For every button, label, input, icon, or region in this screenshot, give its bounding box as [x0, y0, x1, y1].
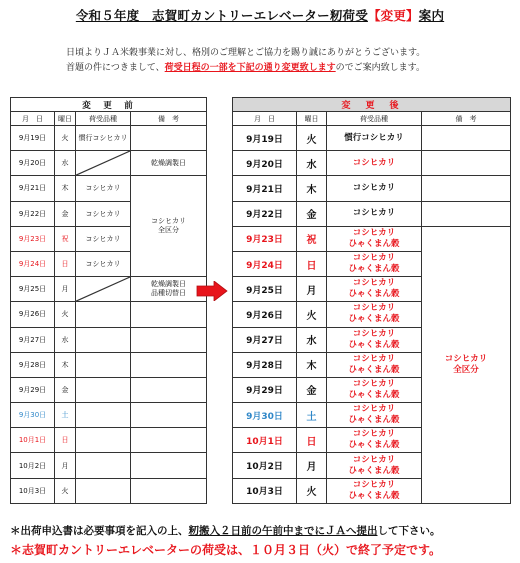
after-item-line-1: コシヒカリ [352, 353, 396, 364]
after-weekday: 木 [297, 352, 327, 377]
after-date: 10月3日 [233, 478, 297, 503]
after-item-line-2: ひゃくまん穀 [348, 415, 400, 426]
diagonal-line-icon [76, 151, 130, 175]
before-item [76, 428, 131, 453]
after-date: 9月19日 [233, 126, 297, 151]
after-date: 9月28日 [233, 352, 297, 377]
before-date: 9月29日 [11, 377, 55, 402]
after-item-line-1: コシヒカリ [352, 227, 396, 238]
before-date: 9月27日 [11, 327, 55, 352]
before-date: 9月26日 [11, 302, 55, 327]
before-note-empty [131, 327, 207, 352]
intro-line-2-pre: 首題の件につきまして、 [66, 63, 165, 73]
after-item-line-2: ひゃくまん穀 [348, 465, 400, 476]
after-date: 9月21日 [233, 176, 297, 201]
page-title [0, 6, 520, 24]
after-item-line-2: ひゃくまん穀 [348, 339, 400, 350]
before-weekday: 水 [55, 151, 76, 176]
before-weekday: 火 [55, 302, 76, 327]
after-note-all-a: コシヒカリ [444, 353, 488, 364]
footer-note-1 [10, 523, 441, 538]
before-note-switch-b: 品種切替日 [151, 289, 186, 298]
before-item [76, 302, 131, 327]
after-weekday: 土 [297, 403, 327, 428]
before-note-koshihikari [131, 176, 207, 277]
before-header-note: 備 考 [131, 112, 207, 126]
before-header-date: 月 日 [11, 112, 55, 126]
after-date: 9月25日 [233, 277, 297, 302]
after-weekday: 月 [297, 453, 327, 478]
before-item [76, 403, 131, 428]
before-weekday: 日 [55, 428, 76, 453]
after-note-empty [422, 151, 511, 176]
after-item-line-2: ひゃくまん穀 [348, 238, 400, 249]
after-caption: 変 更 後 [233, 98, 511, 112]
after-item-line-1: コシヒカリ [352, 404, 396, 415]
before-row [11, 352, 207, 377]
after-weekday: 月 [297, 277, 327, 302]
before-weekday: 日 [55, 251, 76, 276]
after-item-line-1: 慣行コシヒカリ [344, 132, 404, 143]
before-header-weekday: 曜日 [55, 112, 76, 126]
before-weekday: 水 [55, 327, 76, 352]
after-row [233, 151, 511, 176]
after-header-note: 備 考 [422, 112, 511, 126]
after-item [327, 352, 422, 377]
after-item [327, 151, 422, 176]
after-item-line-2: ひゃくまん穀 [348, 289, 400, 300]
before-note-empty [131, 478, 207, 503]
after-row [233, 226, 511, 251]
intro-line-2 [66, 60, 425, 73]
before-item [76, 327, 131, 352]
before-row [11, 453, 207, 478]
after-item-line-2: ひゃくまん穀 [348, 264, 400, 275]
after-item-line-1: コシヒカリ [352, 479, 396, 490]
after-item [327, 428, 422, 453]
before-item: 慣行コシヒカリ [76, 126, 131, 151]
before-weekday: 火 [55, 478, 76, 503]
before-date: 9月25日 [11, 277, 55, 302]
before-note-empty [131, 302, 207, 327]
after-item-line-1: コシヒカリ [352, 278, 396, 289]
right-arrow-icon [196, 281, 228, 301]
intro-line-2-highlight: 荷受日程の一部を下記の通り変更致します [164, 63, 336, 73]
before-weekday: 祝 [55, 226, 76, 251]
before-row [11, 151, 207, 176]
before-date: 10月2日 [11, 453, 55, 478]
after-weekday: 金 [297, 201, 327, 226]
after-date: 10月2日 [233, 453, 297, 478]
before-row [11, 403, 207, 428]
before-item [76, 352, 131, 377]
before-note-empty [131, 126, 207, 151]
after-note-all-b: 全区分 [453, 364, 479, 375]
after-weekday: 水 [297, 327, 327, 352]
before-note-drying: 乾燥調製日 [131, 151, 207, 176]
after-header-date: 月 日 [233, 112, 297, 126]
before-row [11, 302, 207, 327]
after-item [327, 251, 422, 276]
after-weekday: 火 [297, 478, 327, 503]
after-item [327, 126, 422, 151]
before-item: コシヒカリ [76, 201, 131, 226]
after-item [327, 377, 422, 402]
after-weekday: 祝 [297, 226, 327, 251]
after-item [327, 176, 422, 201]
after-item-line-1: コシヒカリ [352, 208, 396, 219]
before-note-empty [131, 428, 207, 453]
after-row [233, 126, 511, 151]
before-weekday: 土 [55, 403, 76, 428]
after-date: 9月20日 [233, 151, 297, 176]
after-date: 9月30日 [233, 403, 297, 428]
after-date: 10月1日 [233, 428, 297, 453]
title-highlight: 【変更】 [367, 8, 419, 23]
before-weekday: 月 [55, 453, 76, 478]
after-item-line-1: コシヒカリ [352, 328, 396, 339]
schedule-after-table [232, 97, 511, 504]
before-item [76, 478, 131, 503]
after-date: 9月26日 [233, 302, 297, 327]
after-item [327, 478, 422, 503]
after-date: 9月27日 [233, 327, 297, 352]
before-item [76, 453, 131, 478]
after-weekday: 金 [297, 377, 327, 402]
footer-note-1-pre: ＊出荷申込書は必要事項を記入の上、 [10, 525, 189, 537]
before-caption: 変 更 前 [11, 98, 207, 112]
before-item-empty [76, 277, 131, 302]
after-note-empty [422, 126, 511, 151]
after-item [327, 277, 422, 302]
before-header-row [11, 112, 207, 126]
after-item-line-2: ひゃくまん穀 [348, 490, 400, 501]
after-weekday: 日 [297, 251, 327, 276]
after-item-line-1: コシヒカリ [352, 253, 396, 264]
after-item [327, 327, 422, 352]
after-note-empty [422, 201, 511, 226]
before-note-switch-a: 乾燥調製日 [151, 280, 186, 289]
after-note-empty [422, 176, 511, 201]
before-item: コシヒカリ [76, 251, 131, 276]
after-weekday: 水 [297, 151, 327, 176]
footer-note-2: ＊志賀町カントリーエレベーターの荷受は、１０月３日（火）で終了予定です。 [10, 543, 442, 557]
before-item: コシヒカリ [76, 176, 131, 201]
after-date: 9月29日 [233, 377, 297, 402]
before-weekday: 木 [55, 352, 76, 377]
before-note-empty [131, 403, 207, 428]
before-weekday: 火 [55, 126, 76, 151]
after-item-line-2: ひゃくまん穀 [348, 389, 400, 400]
after-item-line-1: コシヒカリ [352, 157, 396, 168]
after-item [327, 302, 422, 327]
after-date: 9月22日 [233, 201, 297, 226]
after-item-line-1: コシヒカリ [352, 378, 396, 389]
after-note-all [422, 226, 511, 503]
after-item [327, 201, 422, 226]
after-item-line-2: ひゃくまん穀 [348, 440, 400, 451]
before-date: 9月22日 [11, 201, 55, 226]
after-header-weekday: 曜日 [297, 112, 327, 126]
before-note-koshihikari-b: 全区分 [158, 226, 179, 235]
after-item-line-1: コシヒカリ [352, 303, 396, 314]
before-date: 9月28日 [11, 352, 55, 377]
before-date: 9月19日 [11, 126, 55, 151]
before-weekday: 木 [55, 176, 76, 201]
after-weekday: 火 [297, 302, 327, 327]
after-item-line-1: コシヒカリ [352, 429, 396, 440]
after-date: 9月23日 [233, 226, 297, 251]
after-item [327, 226, 422, 251]
before-row [11, 478, 207, 503]
before-date: 9月30日 [11, 403, 55, 428]
before-item [76, 377, 131, 402]
before-weekday: 月 [55, 277, 76, 302]
after-header-row [233, 112, 511, 126]
after-item-line-2: ひゃくまん穀 [348, 314, 400, 325]
after-item-line-1: コシヒカリ [352, 454, 396, 465]
after-row [233, 176, 511, 201]
after-item [327, 453, 422, 478]
after-item [327, 403, 422, 428]
before-header-item: 荷受品種 [76, 112, 131, 126]
before-row [11, 176, 207, 201]
footer-note-1-underline: 籾搬入２日前の午前中までにＪＡへ提出 [188, 525, 378, 537]
before-weekday: 金 [55, 201, 76, 226]
after-row [233, 201, 511, 226]
footer-note-1-post: して下さい。 [377, 525, 441, 537]
before-row [11, 277, 207, 302]
intro-line-2-post: のでご案内致します。 [335, 63, 425, 73]
before-item: コシヒカリ [76, 226, 131, 251]
before-date: 9月23日 [11, 226, 55, 251]
schedule-before-table [10, 97, 207, 504]
before-weekday: 金 [55, 377, 76, 402]
before-row [11, 428, 207, 453]
before-date: 9月24日 [11, 251, 55, 276]
before-date: 10月1日 [11, 428, 55, 453]
before-date: 9月21日 [11, 176, 55, 201]
before-note-empty [131, 453, 207, 478]
before-row [11, 327, 207, 352]
before-date: 9月20日 [11, 151, 55, 176]
before-date: 10月3日 [11, 478, 55, 503]
before-note-koshihikari-a: コシヒカリ [151, 217, 186, 226]
after-header-item: 荷受品種 [327, 112, 422, 126]
after-item-line-1: コシヒカリ [352, 182, 396, 193]
before-item-empty [76, 151, 131, 176]
before-row [11, 126, 207, 151]
intro-line-1: 日頃よりＪＡ米穀事業に対し、格別のご理解とご協力を賜り誠にありがとうございます。 [66, 48, 426, 58]
diagonal-line-icon [76, 277, 130, 301]
after-item-line-2: ひゃくまん穀 [348, 364, 400, 375]
before-note-empty [131, 377, 207, 402]
after-weekday: 木 [297, 176, 327, 201]
before-row [11, 377, 207, 402]
before-note-empty [131, 352, 207, 377]
after-weekday: 日 [297, 428, 327, 453]
after-weekday: 火 [297, 126, 327, 151]
after-date: 9月24日 [233, 251, 297, 276]
title-lead: 令和５年度 志賀町カントリーエレベーター籾荷受 [75, 8, 368, 23]
title-tail: 案内 [418, 8, 445, 23]
